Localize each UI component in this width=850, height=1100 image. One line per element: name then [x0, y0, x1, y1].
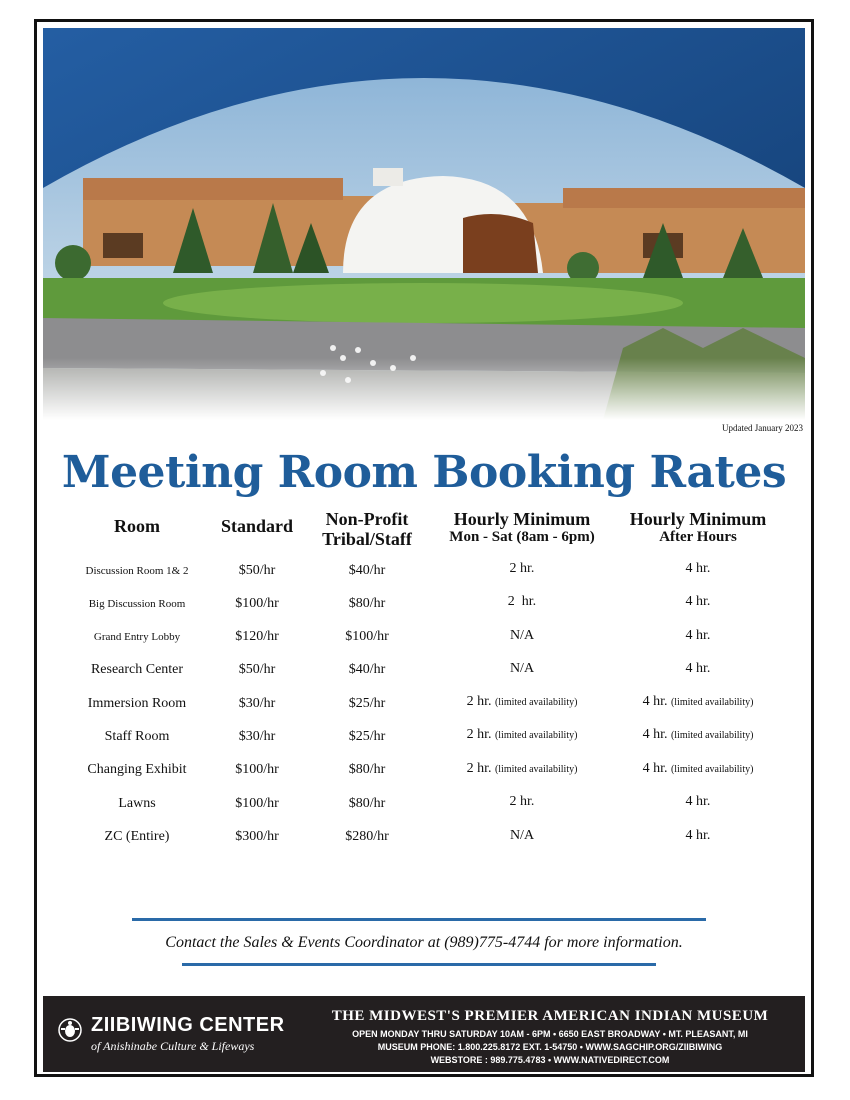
nonprofit-rate: $25/hr [348, 696, 386, 711]
room-name: Big Discussion Room [88, 598, 186, 610]
min-day: 2 hr. (limited availability) [466, 694, 578, 709]
footer-webstore: WEBSTORE : 989.775.4783 • WWW.NATIVEDIRECT.COM [430, 1055, 670, 1065]
col-header-nonprofit: Non-Profit Tribal/Staff [322, 509, 412, 549]
museum-photo [43, 28, 805, 420]
standard-rate: $100/hr [235, 796, 279, 811]
page-frame [34, 19, 814, 1077]
col-header-standard: Standard [220, 516, 294, 536]
standard-rate: $300/hr [235, 829, 279, 844]
min-day: 2 hr. [507, 594, 537, 609]
min-day: N/A [509, 628, 535, 643]
footer-hours-address: OPEN MONDAY THRU SATURDAY 10AM - 6PM • 6650 EAST BROADWAY • MT. PLEASANT, MI [352, 1029, 748, 1039]
logo-tagline: of Anishinabe Culture & Lifeways [91, 1039, 255, 1053]
room-name: Immersion Room [87, 696, 187, 711]
divider-bottom [182, 963, 656, 966]
nonprofit-rate: $40/hr [348, 563, 386, 578]
contact-info: Contact the Sales & Events Coordinator at (989)775-4744 for more information. [165, 934, 683, 951]
standard-rate: $50/hr [238, 563, 276, 578]
nonprofit-rate: $280/hr [345, 829, 389, 844]
footer-headline: THE MIDWEST'S PREMIER AMERICAN INDIAN MUSEUM [331, 1008, 769, 1024]
standard-rate: $100/hr [235, 596, 279, 611]
standard-rate: $30/hr [238, 696, 276, 711]
min-after: 4 hr. [685, 828, 711, 843]
col-header-room: Room [114, 516, 160, 536]
updated-date: Updated January 2023 [722, 423, 803, 433]
room-name: Staff Room [104, 729, 170, 744]
nonprofit-rate: $40/hr [348, 662, 386, 677]
min-day: N/A [509, 828, 535, 843]
nonprofit-rate: $25/hr [348, 729, 386, 744]
standard-rate: $120/hr [235, 629, 279, 644]
min-after: 4 hr. (limited availability) [642, 761, 754, 776]
min-after: 4 hr. [685, 561, 711, 576]
min-after: 4 hr. [685, 661, 711, 676]
standard-rate: $30/hr [238, 729, 276, 744]
col-header-min-after: Hourly Minimum After Hours [629, 509, 767, 545]
col-header-min-day: Hourly Minimum Mon - Sat (8am - 6pm) [449, 509, 595, 545]
min-after: 4 hr. [685, 794, 711, 809]
room-name: Grand Entry Lobby [93, 631, 181, 643]
nonprofit-rate: $80/hr [348, 596, 386, 611]
page-title: Meeting Room Booking Rates [61, 447, 787, 498]
min-day: 2 hr. [509, 561, 535, 576]
min-day: 2 hr. (limited availability) [466, 727, 578, 742]
footer-phone-web: MUSEUM PHONE: 1.800.225.8172 EXT. 1-54750 • WWW.SAGCHIP.ORG/ZIIBIWING [377, 1042, 723, 1052]
standard-rate: $50/hr [238, 662, 276, 677]
standard-rate: $100/hr [235, 762, 279, 777]
room-name: Lawns [118, 796, 156, 811]
room-name: Changing Exhibit [87, 762, 187, 777]
min-after: 4 hr. (limited availability) [642, 694, 754, 709]
room-name: Discussion Room 1& 2 [85, 565, 189, 577]
min-after: 4 hr. [685, 594, 711, 609]
nonprofit-rate: $80/hr [348, 762, 386, 777]
footer-banner [43, 996, 805, 1072]
room-name: Research Center [90, 662, 184, 677]
nonprofit-rate: $100/hr [345, 629, 389, 644]
room-name: ZC (Entire) [104, 829, 170, 844]
min-day: N/A [509, 661, 535, 676]
logo-name: ZIIBIWING CENTER [91, 1014, 285, 1036]
min-day: 2 hr. [509, 794, 535, 809]
divider-top [132, 918, 706, 921]
turtle-emblem-icon [57, 1017, 83, 1043]
min-after: 4 hr. (limited availability) [642, 727, 754, 742]
min-after: 4 hr. [685, 628, 711, 643]
min-day: 2 hr. (limited availability) [466, 761, 578, 776]
nonprofit-rate: $80/hr [348, 796, 386, 811]
